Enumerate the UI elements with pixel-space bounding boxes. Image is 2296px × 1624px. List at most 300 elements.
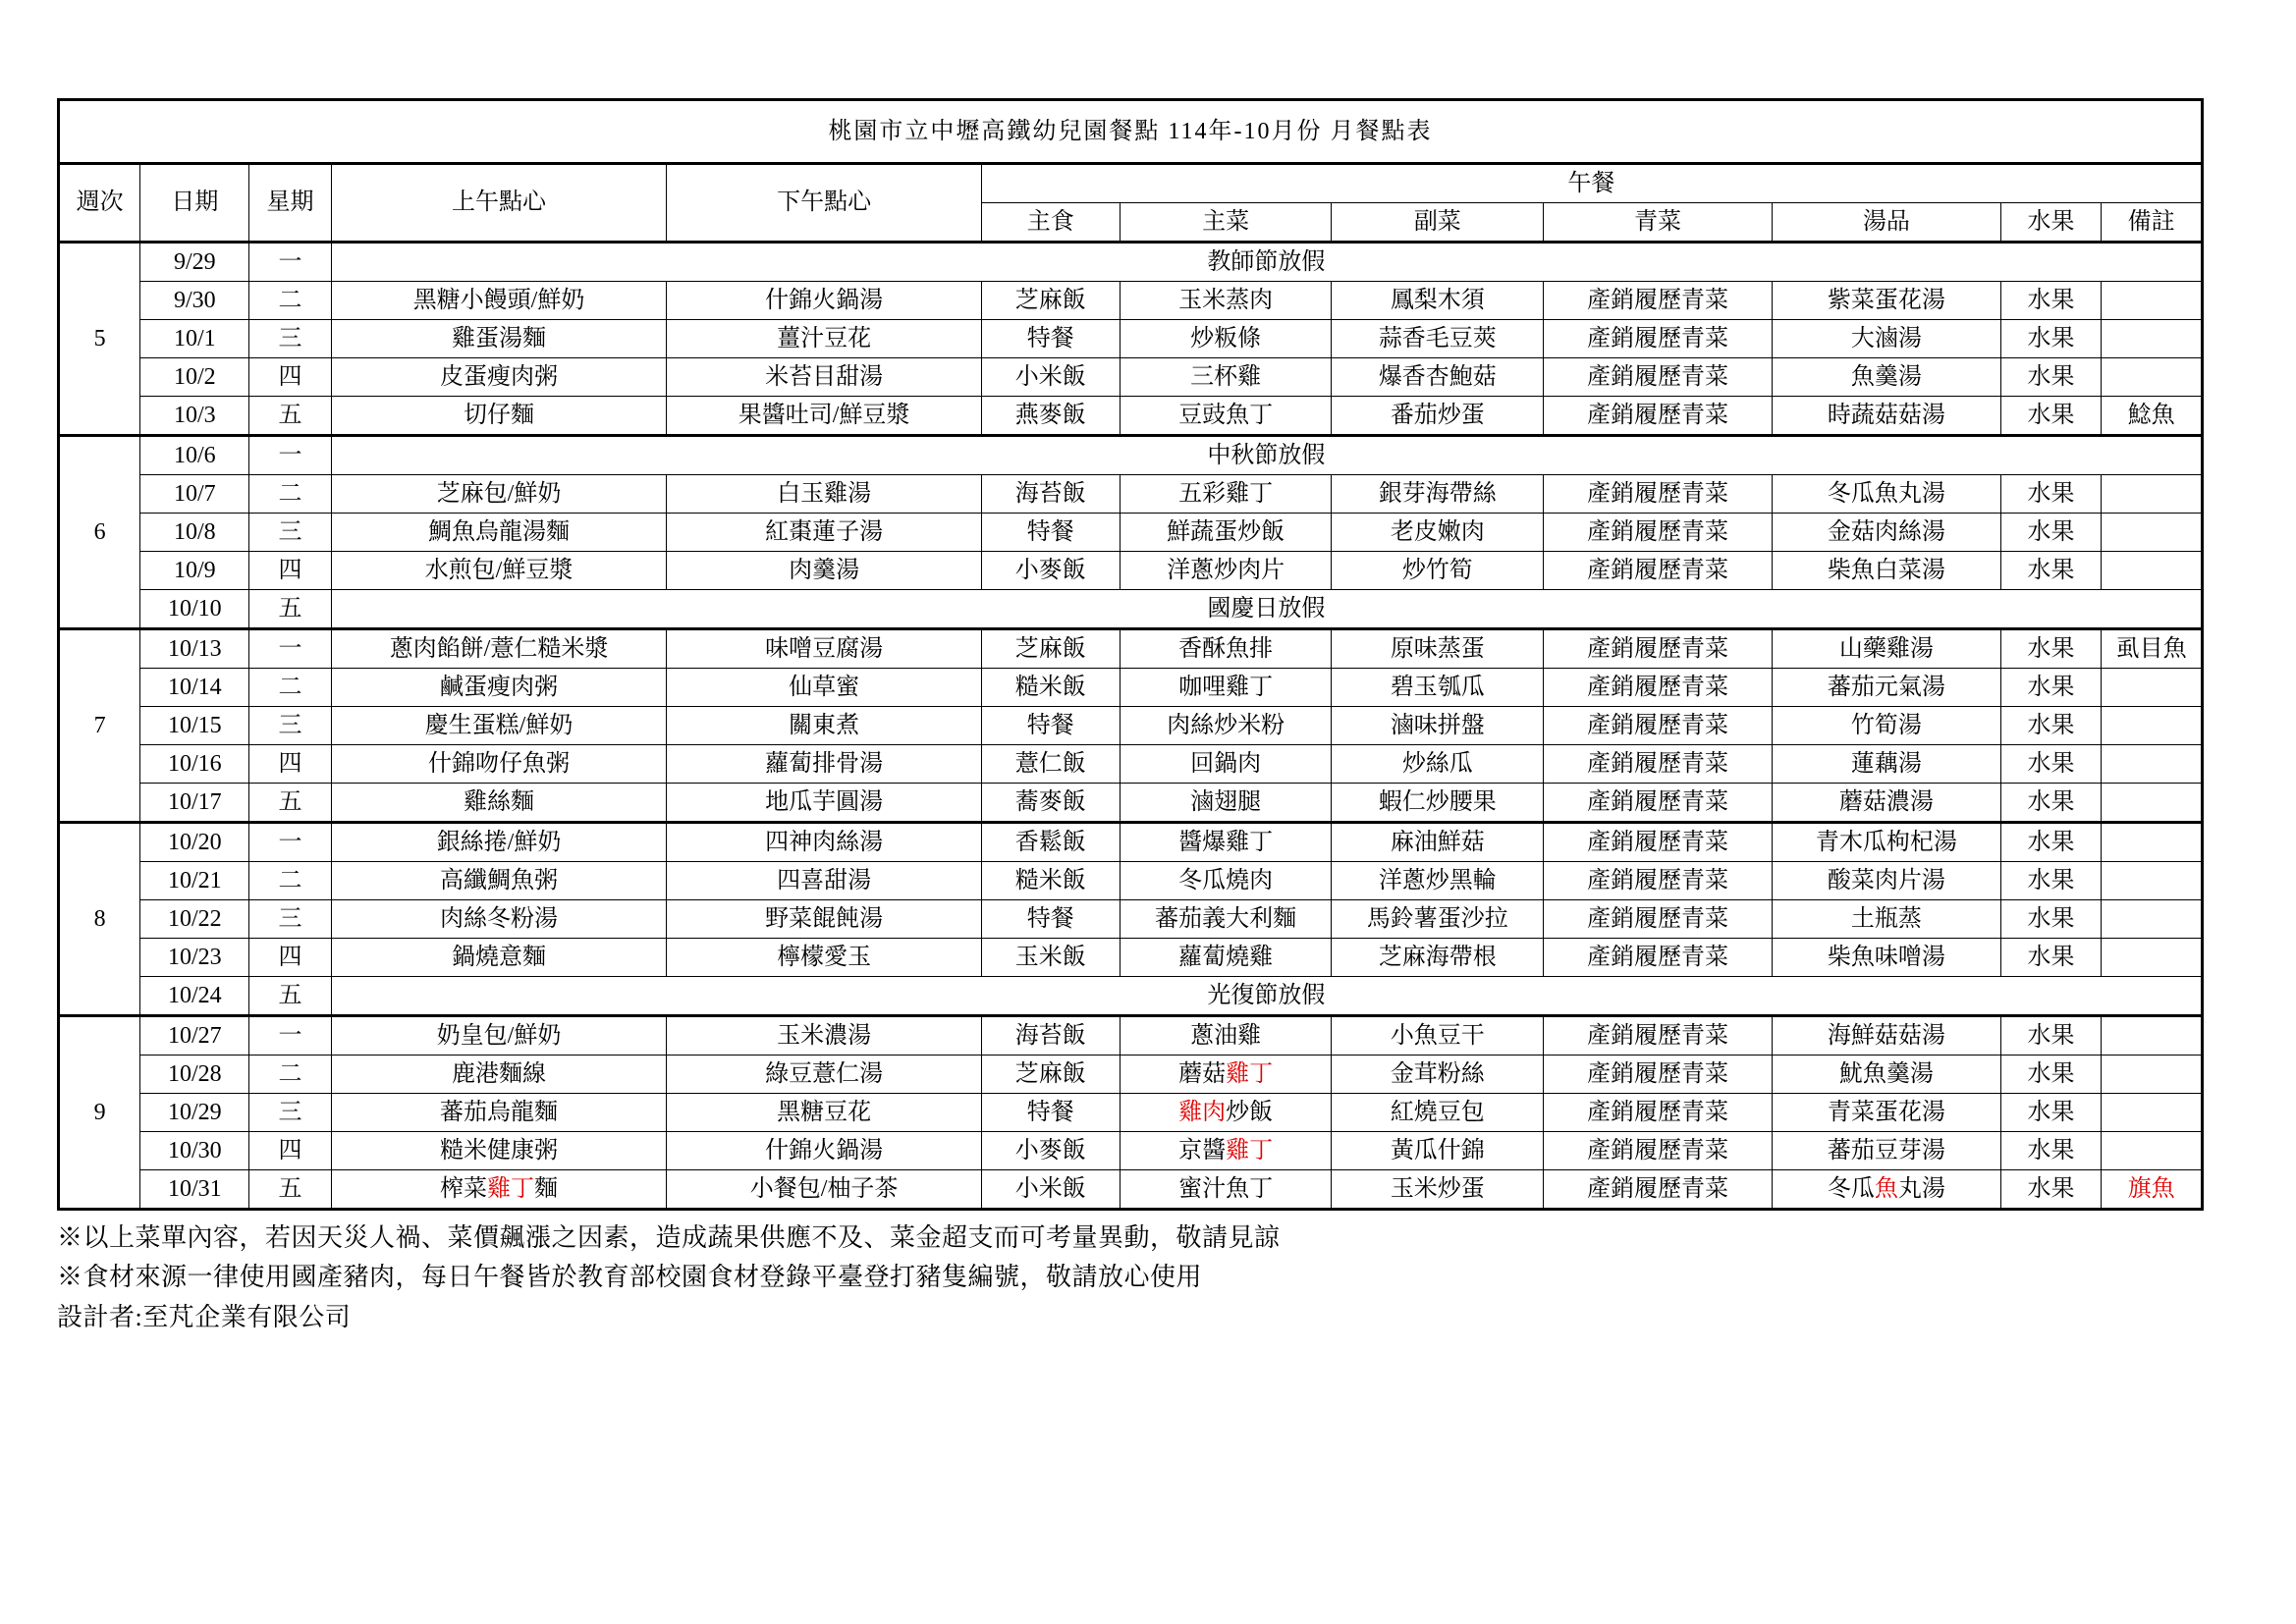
header-soup: 湯品 [1772,203,2000,243]
soup-cell: 山藥雞湯 [1772,629,2000,669]
soup-cell: 柴魚味噌湯 [1772,939,2000,977]
table-row [59,669,2203,707]
main-dish-cell [1120,1132,1332,1170]
soup-cell: 蘑菇濃湯 [1772,784,2000,823]
main-dish-cell: 冬瓜燒肉 [1120,862,1332,900]
table-row [59,745,2203,784]
side-dish-cell: 炒竹筍 [1332,552,1544,590]
date-cell: 10/8 [140,514,249,552]
staple-cell: 小麥飯 [981,552,1120,590]
soup-cell: 時蔬菇菇湯 [1772,397,2000,436]
date-cell: 10/6 [140,436,249,475]
date-cell: 10/29 [140,1094,249,1132]
remark-cell [2102,552,2203,590]
weekday-cell: 二 [249,475,331,514]
note-line-1: ※以上菜單內容，若因天災人禍、菜價飆漲之因素，造成蔬果供應不及、菜金超支而可考量異動，敬請見諒 [57,1223,1281,1252]
vegetable-cell: 產銷履歷青菜 [1544,358,1773,397]
remark-cell [2102,1094,2203,1132]
soup-cell: 魚羹湯 [1772,358,2000,397]
date-cell: 10/14 [140,669,249,707]
weekday-cell: 三 [249,320,331,358]
vegetable-cell: 產銷履歷青菜 [1544,397,1773,436]
remark-cell [2102,1170,2203,1210]
vegetable-cell: 產銷履歷青菜 [1544,669,1773,707]
table-row [59,282,2203,320]
remark-cell [2102,669,2203,707]
weekday-cell: 五 [249,977,331,1016]
vegetable-cell: 產銷履歷青菜 [1544,823,1773,862]
am-snack-cell: 高纖鯛魚粥 [331,862,667,900]
soup-cell: 魷魚羹湯 [1772,1056,2000,1094]
side-dish-cell: 蝦仁炒腰果 [1332,784,1544,823]
soup-cell: 蓮藕湯 [1772,745,2000,784]
pm-snack-cell: 什錦火鍋湯 [667,1132,981,1170]
weekday-cell: 四 [249,552,331,590]
weekday-cell: 四 [249,745,331,784]
vegetable-cell: 產銷履歷青菜 [1544,475,1773,514]
holiday-cell: 教師節放假 [331,243,2202,282]
staple-cell: 小米飯 [981,1170,1120,1210]
pm-snack-cell: 玉米濃湯 [667,1016,981,1056]
fruit-cell: 水果 [2000,320,2102,358]
table-row [59,397,2203,436]
pm-snack-cell: 四神肉絲湯 [667,823,981,862]
pm-snack-cell: 白玉雞湯 [667,475,981,514]
table-row [59,358,2203,397]
side-dish-cell: 碧玉瓠瓜 [1332,669,1544,707]
week-number-cell: 7 [59,629,140,823]
side-dish-cell: 銀芽海帶絲 [1332,475,1544,514]
fruit-cell: 水果 [2000,552,2102,590]
side-dish-cell: 鳳梨木須 [1332,282,1544,320]
staple-cell: 海苔飯 [981,475,1120,514]
date-cell: 10/10 [140,590,249,629]
side-dish-cell: 爆香杏鮑菇 [1332,358,1544,397]
table-row [59,590,2203,629]
week-number-cell: 5 [59,243,140,436]
vegetable-cell: 產銷履歷青菜 [1544,1056,1773,1094]
pm-snack-cell: 檸檬愛玉 [667,939,981,977]
remark-cell [2102,358,2203,397]
fruit-cell: 水果 [2000,784,2102,823]
weekday-cell: 三 [249,514,331,552]
side-dish-cell: 原味蒸蛋 [1332,629,1544,669]
remark-cell [2102,939,2203,977]
fruit-cell: 水果 [2000,1170,2102,1210]
staple-cell: 特餐 [981,320,1120,358]
am-snack-cell: 蕃茄烏龍麵 [331,1094,667,1132]
pm-snack-cell: 小餐包/柚子茶 [667,1170,981,1210]
pm-snack-cell: 四喜甜湯 [667,862,981,900]
table-row [59,823,2203,862]
staple-cell: 糙米飯 [981,669,1120,707]
date-cell: 10/31 [140,1170,249,1210]
fruit-cell: 水果 [2000,1132,2102,1170]
staple-cell: 小麥飯 [981,1132,1120,1170]
table-row [59,900,2203,939]
vegetable-cell: 產銷履歷青菜 [1544,939,1773,977]
table-row [59,1056,2203,1094]
dish-text-fragment: 雞丁 [487,1175,535,1202]
soup-cell: 紫菜蛋花湯 [1772,282,2000,320]
soup-cell: 酸菜肉片湯 [1772,862,2000,900]
table-row [59,784,2203,823]
staple-cell: 特餐 [981,1094,1120,1132]
table-header [59,100,2203,243]
remark-cell: 虱目魚 [2102,629,2203,669]
am-snack-cell: 水煎包/鮮豆漿 [331,552,667,590]
holiday-cell: 光復節放假 [331,977,2202,1016]
fruit-cell: 水果 [2000,358,2102,397]
date-cell: 10/27 [140,1016,249,1056]
vegetable-cell: 產銷履歷青菜 [1544,707,1773,745]
fruit-cell: 水果 [2000,282,2102,320]
pm-snack-cell: 地瓜芋圓湯 [667,784,981,823]
weekday-cell: 一 [249,436,331,475]
dish-text-fragment: 京醬 [1178,1137,1227,1164]
main-dish-cell: 咖哩雞丁 [1120,669,1332,707]
weekday-cell: 五 [249,590,331,629]
header-date: 日期 [140,164,249,243]
table-row [59,707,2203,745]
header-weekday: 星期 [249,164,331,243]
remark-cell [2102,514,2203,552]
table-row [59,629,2203,669]
table-row [59,320,2203,358]
holiday-cell: 中秋節放假 [331,436,2202,475]
pm-snack-cell: 肉羹湯 [667,552,981,590]
pm-snack-cell: 味噌豆腐湯 [667,629,981,669]
soup-cell: 冬瓜魚丸湯 [1772,475,2000,514]
pm-snack-cell: 仙草蜜 [667,669,981,707]
side-dish-cell: 老皮嫩肉 [1332,514,1544,552]
date-cell: 10/16 [140,745,249,784]
weekday-cell: 一 [249,823,331,862]
date-cell: 10/9 [140,552,249,590]
date-cell: 10/20 [140,823,249,862]
remark-cell [2102,784,2203,823]
main-dish-cell: 三杯雞 [1120,358,1332,397]
main-dish-cell: 蘿蔔燒雞 [1120,939,1332,977]
main-dish-cell: 回鍋肉 [1120,745,1332,784]
page-title: 桃園市立中壢高鐵幼兒園餐點 114年-10月份 月餐點表 [59,100,2203,164]
soup-cell [1772,1170,2000,1210]
dish-text-fragment: 冬瓜 [1827,1175,1875,1202]
weekday-cell: 五 [249,784,331,823]
remark-cell [2102,1056,2203,1094]
header-pm-snack: 下午點心 [667,164,981,243]
main-dish-cell: 豆豉魚丁 [1120,397,1332,436]
side-dish-cell: 芝麻海帶根 [1332,939,1544,977]
fruit-cell: 水果 [2000,900,2102,939]
header-side-dish: 副菜 [1332,203,1544,243]
holiday-cell: 國慶日放假 [331,590,2202,629]
main-dish-cell: 香酥魚排 [1120,629,1332,669]
monthly-menu-table [57,98,2204,1211]
remark-cell [2102,1016,2203,1056]
pm-snack-cell: 蘿蔔排骨湯 [667,745,981,784]
am-snack-cell: 黑糖小饅頭/鮮奶 [331,282,667,320]
header-staple: 主食 [981,203,1120,243]
table-row [59,1016,2203,1056]
remark-cell: 鯰魚 [2102,397,2203,436]
soup-cell: 青木瓜枸杞湯 [1772,823,2000,862]
soup-cell: 大滷湯 [1772,320,2000,358]
fruit-cell: 水果 [2000,707,2102,745]
header-am-snack: 上午點心 [331,164,667,243]
week-number-cell: 6 [59,436,140,629]
am-snack-cell [331,1170,667,1210]
table-row [59,1170,2203,1210]
vegetable-cell: 產銷履歷青菜 [1544,1094,1773,1132]
am-snack-cell: 銀絲捲/鮮奶 [331,823,667,862]
remark-cell [2102,862,2203,900]
fruit-cell: 水果 [2000,397,2102,436]
am-snack-cell: 切仔麵 [331,397,667,436]
staple-cell: 芝麻飯 [981,629,1120,669]
main-dish-cell: 滷翅腿 [1120,784,1332,823]
main-dish-cell: 玉米蒸肉 [1120,282,1332,320]
am-snack-cell: 鹿港麵線 [331,1056,667,1094]
weekday-cell: 二 [249,862,331,900]
weekday-cell: 二 [249,282,331,320]
staple-cell: 芝麻飯 [981,1056,1120,1094]
side-dish-cell: 洋蔥炒黑輪 [1332,862,1544,900]
fruit-cell: 水果 [2000,1056,2102,1094]
pm-snack-cell: 什錦火鍋湯 [667,282,981,320]
fruit-cell: 水果 [2000,629,2102,669]
soup-cell: 海鮮菇菇湯 [1772,1016,2000,1056]
date-cell: 10/24 [140,977,249,1016]
date-cell: 10/15 [140,707,249,745]
fruit-cell: 水果 [2000,475,2102,514]
fruit-cell: 水果 [2000,939,2102,977]
date-cell: 10/7 [140,475,249,514]
header-remark: 備註 [2102,203,2203,243]
table-row [59,977,2203,1016]
soup-cell: 蕃茄元氣湯 [1772,669,2000,707]
staple-cell: 小米飯 [981,358,1120,397]
vegetable-cell: 產銷履歷青菜 [1544,629,1773,669]
staple-cell: 特餐 [981,707,1120,745]
date-cell: 10/21 [140,862,249,900]
staple-cell: 燕麥飯 [981,397,1120,436]
table-row [59,243,2203,282]
staple-cell: 特餐 [981,900,1120,939]
pm-snack-cell: 綠豆薏仁湯 [667,1056,981,1094]
week-number-cell: 9 [59,1016,140,1210]
date-cell: 10/1 [140,320,249,358]
note-line-3: 設計者:至芃企業有限公司 [57,1302,352,1331]
pm-snack-cell: 米苔目甜湯 [667,358,981,397]
main-dish-cell [1120,1056,1332,1094]
vegetable-cell: 產銷履歷青菜 [1544,862,1773,900]
am-snack-cell: 慶生蛋糕/鮮奶 [331,707,667,745]
staple-cell: 特餐 [981,514,1120,552]
side-dish-cell: 金茸粉絲 [1332,1056,1544,1094]
header-main-dish: 主菜 [1120,203,1332,243]
side-dish-cell: 炒絲瓜 [1332,745,1544,784]
weekday-cell: 三 [249,1094,331,1132]
side-dish-cell: 蒜香毛豆莢 [1332,320,1544,358]
am-snack-cell: 什錦吻仔魚粥 [331,745,667,784]
main-dish-cell: 蔥油雞 [1120,1016,1332,1056]
vegetable-cell: 產銷履歷青菜 [1544,1132,1773,1170]
remark-cell [2102,475,2203,514]
pm-snack-cell: 關東煮 [667,707,981,745]
header-vegetable: 青菜 [1544,203,1773,243]
dish-text-fragment: 雞肉 [1178,1099,1227,1125]
soup-cell: 金菇肉絲湯 [1772,514,2000,552]
fruit-cell: 水果 [2000,669,2102,707]
dish-text-fragment: 旗魚 [2127,1175,2175,1202]
soup-cell: 青菜蛋花湯 [1772,1094,2000,1132]
vegetable-cell: 產銷履歷青菜 [1544,320,1773,358]
soup-cell: 竹筍湯 [1772,707,2000,745]
vegetable-cell: 產銷履歷青菜 [1544,282,1773,320]
am-snack-cell: 奶皇包/鮮奶 [331,1016,667,1056]
table-row [59,1094,2203,1132]
soup-cell: 土瓶蒸 [1772,900,2000,939]
staple-cell: 海苔飯 [981,1016,1120,1056]
weekday-cell: 五 [249,397,331,436]
fruit-cell: 水果 [2000,862,2102,900]
staple-cell: 香鬆飯 [981,823,1120,862]
remark-cell [2102,282,2203,320]
fruit-cell: 水果 [2000,1016,2102,1056]
soup-cell: 柴魚白菜湯 [1772,552,2000,590]
week-number-cell: 8 [59,823,140,1016]
weekday-cell: 二 [249,669,331,707]
side-dish-cell: 麻油鮮菇 [1332,823,1544,862]
pm-snack-cell: 野菜餛飩湯 [667,900,981,939]
dish-text-fragment: 麵 [534,1175,559,1202]
vegetable-cell: 產銷履歷青菜 [1544,784,1773,823]
main-dish-cell [1120,1094,1332,1132]
vegetable-cell: 產銷履歷青菜 [1544,552,1773,590]
fruit-cell: 水果 [2000,745,2102,784]
weekday-cell: 一 [249,1016,331,1056]
remark-cell [2102,745,2203,784]
side-dish-cell: 番茄炒蛋 [1332,397,1544,436]
dish-text-fragment: 雞丁 [1226,1060,1274,1087]
weekday-cell: 五 [249,1170,331,1210]
main-dish-cell: 鮮蔬蛋炒飯 [1120,514,1332,552]
staple-cell: 薏仁飯 [981,745,1120,784]
header-fruit: 水果 [2000,203,2102,243]
date-cell: 10/22 [140,900,249,939]
side-dish-cell: 馬鈴薯蛋沙拉 [1332,900,1544,939]
weekday-cell: 一 [249,629,331,669]
staple-cell: 蕎麥飯 [981,784,1120,823]
remark-cell [2102,823,2203,862]
pm-snack-cell: 黑糖豆花 [667,1094,981,1132]
header-week: 週次 [59,164,140,243]
remark-cell [2102,707,2203,745]
table-body [59,243,2203,1210]
date-cell: 10/2 [140,358,249,397]
main-dish-cell: 洋蔥炒肉片 [1120,552,1332,590]
remark-cell [2102,1132,2203,1170]
vegetable-cell: 產銷履歷青菜 [1544,1016,1773,1056]
date-cell: 10/23 [140,939,249,977]
am-snack-cell: 雞蛋湯麵 [331,320,667,358]
table-row [59,939,2203,977]
side-dish-cell: 玉米炒蛋 [1332,1170,1544,1210]
weekday-cell: 一 [249,243,331,282]
date-cell: 10/30 [140,1132,249,1170]
table-row [59,552,2203,590]
vegetable-cell: 產銷履歷青菜 [1544,745,1773,784]
am-snack-cell: 蔥肉餡餅/薏仁糙米漿 [331,629,667,669]
am-snack-cell: 皮蛋瘦肉粥 [331,358,667,397]
dish-text-fragment: 炒飯 [1226,1099,1274,1125]
main-dish-cell: 蜜汁魚丁 [1120,1170,1332,1210]
am-snack-cell: 肉絲冬粉湯 [331,900,667,939]
dish-text-fragment: 丸湯 [1897,1175,1945,1202]
dish-text-fragment: 蘑菇 [1178,1060,1227,1087]
date-cell: 9/30 [140,282,249,320]
weekday-cell: 四 [249,939,331,977]
date-cell: 10/13 [140,629,249,669]
soup-cell: 蕃茄豆芽湯 [1772,1132,2000,1170]
date-cell: 10/3 [140,397,249,436]
remark-cell [2102,320,2203,358]
vegetable-cell: 產銷履歷青菜 [1544,514,1773,552]
table-row [59,514,2203,552]
weekday-cell: 三 [249,900,331,939]
weekday-cell: 四 [249,358,331,397]
weekday-cell: 三 [249,707,331,745]
main-dish-cell: 肉絲炒米粉 [1120,707,1332,745]
am-snack-cell: 雞絲麵 [331,784,667,823]
pm-snack-cell: 果醬吐司/鮮豆漿 [667,397,981,436]
dish-text-fragment: 魚 [1874,1175,1898,1202]
fruit-cell: 水果 [2000,514,2102,552]
dish-text-fragment: 雞丁 [1226,1137,1274,1164]
staple-cell: 芝麻飯 [981,282,1120,320]
side-dish-cell: 黃瓜什錦 [1332,1132,1544,1170]
remark-cell [2102,900,2203,939]
table-row [59,1132,2203,1170]
date-cell: 10/17 [140,784,249,823]
am-snack-cell: 芝麻包/鮮奶 [331,475,667,514]
pm-snack-cell: 紅棗蓮子湯 [667,514,981,552]
header-lunch: 午餐 [981,164,2202,203]
fruit-cell: 水果 [2000,823,2102,862]
date-cell: 10/28 [140,1056,249,1094]
am-snack-cell: 鍋燒意麵 [331,939,667,977]
pm-snack-cell: 薑汁豆花 [667,320,981,358]
weekday-cell: 二 [249,1056,331,1094]
am-snack-cell: 糙米健康粥 [331,1132,667,1170]
main-dish-cell: 蕃茄義大利麵 [1120,900,1332,939]
main-dish-cell: 炒粄條 [1120,320,1332,358]
table-row [59,436,2203,475]
main-dish-cell: 五彩雞丁 [1120,475,1332,514]
fruit-cell: 水果 [2000,1094,2102,1132]
staple-cell: 玉米飯 [981,939,1120,977]
table-row [59,475,2203,514]
am-snack-cell: 鯛魚烏龍湯麵 [331,514,667,552]
footer-notes [57,1218,2237,1337]
am-snack-cell: 鹹蛋瘦肉粥 [331,669,667,707]
date-cell: 9/29 [140,243,249,282]
vegetable-cell: 產銷履歷青菜 [1544,1170,1773,1210]
side-dish-cell: 紅燒豆包 [1332,1094,1544,1132]
note-line-2: ※食材來源一律使用國產豬肉，每日午餐皆於教育部校園食材登錄平臺登打豬隻編號，敬請放心使用 [57,1263,1203,1292]
staple-cell: 糙米飯 [981,862,1120,900]
